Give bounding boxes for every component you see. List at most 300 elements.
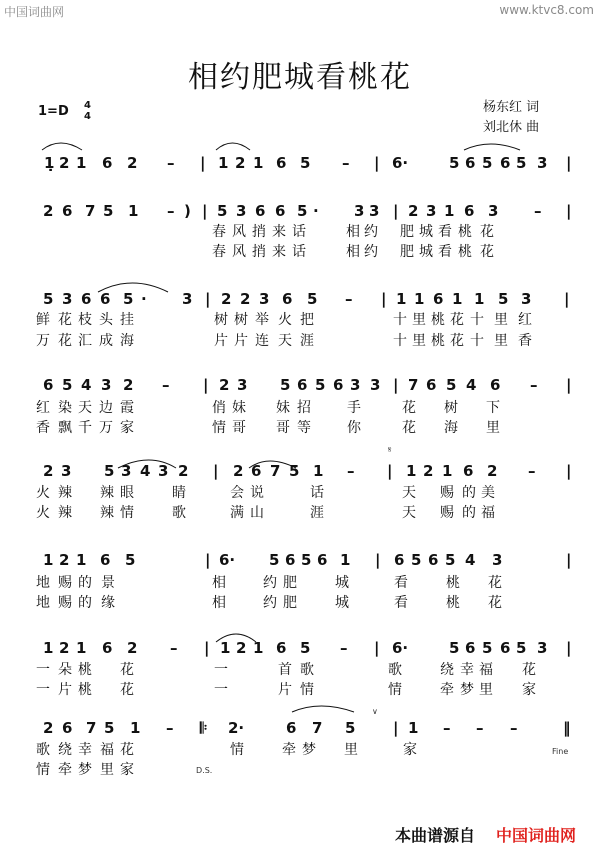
- lyric-verse-2: 话: [292, 244, 306, 260]
- note: |: [375, 551, 381, 569]
- lyric-verse-2: 的: [78, 595, 92, 611]
- note: 2: [43, 202, 54, 220]
- note: 1: [76, 154, 87, 172]
- lyric-verse-2: 家: [120, 420, 134, 436]
- lyric-verse-1: 下: [486, 400, 500, 416]
- lyric-verse-1: 春: [212, 224, 226, 240]
- note: 2: [423, 462, 434, 480]
- lyric-verse-1: 挂: [120, 312, 134, 328]
- note: ·: [141, 290, 147, 308]
- note: –: [340, 639, 348, 657]
- note: 3: [259, 290, 270, 308]
- lyric-verse-2: 情: [212, 420, 226, 436]
- note: 6: [394, 551, 405, 569]
- lyric-verse-2: 城: [419, 244, 433, 260]
- note: –: [170, 639, 178, 657]
- lyric-verse-1: 的: [78, 575, 92, 591]
- lyric-verse-1: 枝: [78, 312, 92, 328]
- note: 1: [76, 639, 87, 657]
- lyric-verse-1: 约: [263, 575, 277, 591]
- song-title: 相约肥城看桃花: [188, 60, 412, 95]
- lyric-verse-1: 鲜: [36, 312, 50, 328]
- note: 2: [408, 202, 419, 220]
- note: 2: [178, 462, 189, 480]
- note: 2: [127, 154, 138, 172]
- lyric-verse-1: 花: [522, 662, 536, 678]
- note: –: [528, 462, 536, 480]
- lyric-verse-2: 涯: [300, 333, 314, 349]
- lyric-verse-1: 辣: [58, 485, 72, 501]
- note: 1: [220, 639, 231, 657]
- note: –: [534, 202, 542, 220]
- lyric-verse-2: 火: [36, 505, 50, 521]
- lyric-verse-2: 相: [346, 244, 360, 260]
- note: –: [510, 719, 518, 737]
- slur-row1-c: [464, 144, 520, 150]
- lyric-verse-1: 招: [297, 400, 311, 416]
- note: 5: [125, 551, 136, 569]
- note: 2: [236, 639, 247, 657]
- lyric-verse-2: 缘: [101, 595, 115, 611]
- lyric-verse-2: 海: [120, 333, 134, 349]
- lyric-verse-2: 万: [36, 333, 50, 349]
- note: |: [566, 462, 572, 480]
- lyric-verse-2: 十: [393, 333, 407, 349]
- note: 5: [289, 462, 300, 480]
- lyric-verse-1: 福: [479, 662, 493, 678]
- slur-row8: [292, 706, 354, 712]
- note: 5: [217, 202, 228, 220]
- lyric-verse-1: 桃: [458, 224, 472, 240]
- note: 1: [43, 639, 54, 657]
- note: |: [393, 719, 399, 737]
- lyric-verse-1: 花: [402, 400, 416, 416]
- note: 6: [62, 202, 73, 220]
- lyric-verse-2: 桃: [458, 244, 472, 260]
- lyric-verse-2: 里: [412, 333, 426, 349]
- note: 2: [221, 290, 232, 308]
- note: 6: [465, 154, 476, 172]
- source-label: 本曲谱源自: [395, 826, 476, 845]
- note: 5: [280, 376, 291, 394]
- note: 5: [446, 376, 457, 394]
- lyric-verse-1: 花: [58, 312, 72, 328]
- lyric-verse-2: 风: [232, 244, 246, 260]
- note: |: [566, 639, 572, 657]
- note: 6·: [219, 551, 236, 569]
- note: 6: [500, 639, 511, 657]
- lyric-verse-1: 说: [250, 485, 264, 501]
- note: 1: [414, 290, 425, 308]
- note: |: [374, 639, 380, 657]
- note: |: [374, 154, 380, 172]
- lyric-verse-1: 红: [518, 312, 532, 328]
- lyric-verse-1: 绕: [440, 662, 454, 678]
- lyric-verse-2: 花: [488, 595, 502, 611]
- note: 5: [498, 290, 509, 308]
- source-brand-link[interactable]: 中国词曲网: [496, 826, 577, 845]
- lyric-verse-1: 霞: [120, 400, 134, 416]
- lyric-verse-1: 看: [438, 224, 452, 240]
- note: 2: [59, 154, 70, 172]
- lyric-verse-2: 海: [444, 420, 458, 436]
- note: 1: [313, 462, 324, 480]
- note: 6: [285, 551, 296, 569]
- lyric-verse-2: 香: [36, 420, 50, 436]
- note: |: [566, 376, 572, 394]
- lyric-verse-1: 绕: [58, 742, 72, 758]
- lyric-verse-1: 歌: [300, 662, 314, 678]
- note: 6·: [392, 154, 409, 172]
- note: 6: [276, 154, 287, 172]
- lyric-verse-1: 手: [347, 400, 361, 416]
- lyric-verse-1: 肥: [283, 575, 297, 591]
- lyric-verse-1: 一: [36, 662, 50, 678]
- lyric-verse-2: 香: [518, 333, 532, 349]
- lyric-verse-2: 片: [278, 682, 292, 698]
- note: 5: [449, 639, 460, 657]
- note: 1: [452, 290, 463, 308]
- lyric-verse-2: 山: [250, 505, 264, 521]
- note: 1: [408, 719, 419, 737]
- note: 2: [240, 290, 251, 308]
- lyric-verse-1: 福: [100, 742, 114, 758]
- lyric-verse-2: 里: [479, 682, 493, 698]
- note: 3: [537, 639, 548, 657]
- note: |: [200, 154, 206, 172]
- lyric-verse-2: 赐: [440, 505, 454, 521]
- note: 6: [317, 551, 328, 569]
- note: 6: [62, 719, 73, 737]
- time-signature-top: 4: [84, 100, 91, 111]
- lyric-verse-2: 肥: [400, 244, 414, 260]
- lyric-verse-1: 俏: [212, 400, 226, 416]
- note: 6: [286, 719, 297, 737]
- note: 4: [465, 551, 476, 569]
- note: 2: [235, 154, 246, 172]
- lyric-verse-1: 赐: [440, 485, 454, 501]
- note: 1: [218, 154, 229, 172]
- note: 3: [426, 202, 437, 220]
- lyric-verse-2: 捎: [252, 244, 266, 260]
- lyric-verse-1: 捎: [252, 224, 266, 240]
- lyric-verse-2: 花: [480, 244, 494, 260]
- lyric-verse-2: 牵: [440, 682, 454, 698]
- lyric-verse-1: 头: [99, 312, 113, 328]
- note: –: [443, 719, 451, 737]
- lyric-verse-2: 歌: [172, 505, 186, 521]
- lyric-verse-2: 飘: [58, 420, 72, 436]
- note: 6: [297, 376, 308, 394]
- note: 5: [315, 376, 326, 394]
- lyric-verse-1: 天: [78, 400, 92, 416]
- note: 2: [43, 719, 54, 737]
- note: 5: [445, 551, 456, 569]
- note: 1: [128, 202, 139, 220]
- lyric-verse-1: 花: [480, 224, 494, 240]
- site-watermark-right: www.ktvc8.com: [499, 3, 594, 17]
- lyric-verse-2: 辣: [58, 505, 72, 521]
- note: 6: [43, 376, 54, 394]
- note: 3: [492, 551, 503, 569]
- note: 5: [482, 154, 493, 172]
- note: 2: [233, 462, 244, 480]
- note: 5: [104, 462, 115, 480]
- note: 6: [255, 202, 266, 220]
- lyric-verse-2: 你: [347, 420, 361, 436]
- lyric-verse-2: 情: [388, 682, 402, 698]
- lyric-verse-2: 看: [394, 595, 408, 611]
- note: 7: [86, 719, 97, 737]
- note: 2: [123, 376, 134, 394]
- lyric-verse-1: 肥: [400, 224, 414, 240]
- lyric-verse-2: 里: [100, 762, 114, 778]
- note: 3: [237, 376, 248, 394]
- note: 6: [465, 639, 476, 657]
- lyric-verse-2: 来: [272, 244, 286, 260]
- note: 5: [482, 639, 493, 657]
- lyric-verse-1: 的: [462, 485, 476, 501]
- lyric-verse-1: 火: [278, 312, 292, 328]
- note: |: [566, 202, 572, 220]
- lyric-verse-2: 城: [335, 595, 349, 611]
- note: 6: [81, 290, 92, 308]
- note: 𝄆: [200, 719, 208, 737]
- note: 1: [444, 202, 455, 220]
- note: |: [203, 376, 209, 394]
- lyric-verse-1: 来: [272, 224, 286, 240]
- note: 5: [62, 376, 73, 394]
- lyric-verse-1: 辣: [100, 485, 114, 501]
- lyric-verse-2: 天: [402, 505, 416, 521]
- note: 6·: [392, 639, 409, 657]
- note: 6: [100, 551, 111, 569]
- lyric-verse-1: 牵: [282, 742, 296, 758]
- note: 5: [411, 551, 422, 569]
- lyric-verse-1: 红: [36, 400, 50, 416]
- note: 5: [104, 719, 115, 737]
- note: 5: [123, 290, 134, 308]
- lyric-verse-1: 会: [230, 485, 244, 501]
- note: 6: [500, 154, 511, 172]
- note: –: [162, 376, 170, 394]
- note: 3: [369, 202, 380, 220]
- lyric-verse-1: 妹: [232, 400, 246, 416]
- lyric-verse-2: 连: [255, 333, 269, 349]
- note: –: [167, 202, 175, 220]
- note: –: [347, 462, 355, 480]
- lyric-verse-2: 梦: [460, 682, 474, 698]
- lyric-verse-2: 福: [481, 505, 495, 521]
- note: 6: [490, 376, 501, 394]
- note: 3: [537, 154, 548, 172]
- lyric-verse-2: 家: [120, 762, 134, 778]
- note: 6: [464, 202, 475, 220]
- lyric-verse-1: 把: [300, 312, 314, 328]
- segno-mark: 𝄋: [388, 445, 392, 454]
- lyric-verse-2: 看: [438, 244, 452, 260]
- lyric-verse-2: 花: [120, 682, 134, 698]
- lyric-verse-2: 千: [78, 420, 92, 436]
- note: 1: [396, 290, 407, 308]
- note: 6: [428, 551, 439, 569]
- note: 3: [354, 202, 365, 220]
- note: 6: [426, 376, 437, 394]
- note: 6: [100, 290, 111, 308]
- lyric-verse-2: 片: [234, 333, 248, 349]
- note: ‖: [563, 719, 571, 737]
- note: |: [202, 202, 208, 220]
- note: 7: [85, 202, 96, 220]
- note: 3: [61, 462, 72, 480]
- lyric-verse-2: 情: [36, 762, 50, 778]
- slur-row1-a: [42, 143, 82, 150]
- lyric-verse-1: 家: [403, 742, 417, 758]
- lyric-verse-2: 地: [36, 595, 50, 611]
- note: 2: [127, 639, 138, 657]
- lyric-verse-1: 首: [278, 662, 292, 678]
- key-signature: 1=D: [38, 104, 69, 119]
- lyric-verse-1: 幸: [78, 742, 92, 758]
- note: –: [345, 290, 353, 308]
- lyric-verse-1: 相: [346, 224, 360, 240]
- lyric-verse-1: 睛: [172, 485, 186, 501]
- ds-mark: D.S.: [196, 766, 213, 775]
- lyric-verse-2: 涯: [310, 505, 324, 521]
- note: 5: [43, 290, 54, 308]
- lyric-verse-2: 成: [99, 333, 113, 349]
- note: –: [530, 376, 538, 394]
- slur-row1-b: [216, 143, 250, 150]
- lyric-verse-1: 里: [494, 312, 508, 328]
- note: –: [342, 154, 350, 172]
- lyric-verse-1: 十: [470, 312, 484, 328]
- note: –: [476, 719, 484, 737]
- lyric-verse-1: 赐: [58, 575, 72, 591]
- note: 5: [269, 551, 280, 569]
- note: 3: [121, 462, 132, 480]
- note: 1: [43, 551, 54, 569]
- lyric-verse-2: 花: [58, 333, 72, 349]
- lyric-verse-2: 片: [58, 682, 72, 698]
- lyric-verse-1: 景: [101, 575, 115, 591]
- lyric-verse-1: 梦: [302, 742, 316, 758]
- site-watermark-left: 中国词曲网: [4, 5, 65, 19]
- lyric-verse-1: 花: [120, 742, 134, 758]
- note: 4: [466, 376, 477, 394]
- note: –: [167, 154, 175, 172]
- lyric-verse-2: 约: [263, 595, 277, 611]
- note: 5: [300, 639, 311, 657]
- note: 1̣: [44, 154, 55, 172]
- note: 6: [102, 639, 113, 657]
- lyric-verse-2: 约: [364, 244, 378, 260]
- composer-credit: 刘北休 曲: [483, 120, 540, 135]
- lyric-verse-2: 里: [486, 420, 500, 436]
- note: 2: [59, 551, 70, 569]
- note: |: [204, 639, 210, 657]
- lyric-verse-2: 哥: [232, 420, 246, 436]
- lyric-verse-2: 情: [300, 682, 314, 698]
- lyric-verse-1: 里: [344, 742, 358, 758]
- lyric-verse-2: 赐: [58, 595, 72, 611]
- lyric-verse-2: 十: [470, 333, 484, 349]
- note: 5: [103, 202, 114, 220]
- note: 6: [102, 154, 113, 172]
- lyric-verse-1: 歌: [388, 662, 402, 678]
- note: 1: [340, 551, 351, 569]
- note: 2: [59, 639, 70, 657]
- lyric-verse-2: 一: [214, 682, 228, 698]
- note: 5: [300, 154, 311, 172]
- note: 6: [463, 462, 474, 480]
- lyric-verse-1: 风: [232, 224, 246, 240]
- lyric-verse-1: 约: [364, 224, 378, 240]
- note: |: [387, 462, 393, 480]
- lyricist-credit: 杨东红 词: [483, 100, 540, 115]
- note: 1: [474, 290, 485, 308]
- lyric-verse-1: 看: [394, 575, 408, 591]
- note: 1: [253, 639, 264, 657]
- lyric-verse-2: 桃: [446, 595, 460, 611]
- note: 1: [130, 719, 141, 737]
- lyric-verse-1: 染: [58, 400, 72, 416]
- note: 2·: [228, 719, 245, 737]
- note: |: [213, 462, 219, 480]
- lyric-verse-2: 相: [212, 595, 226, 611]
- lyric-verse-1: 桃: [446, 575, 460, 591]
- note: 5: [449, 154, 460, 172]
- lyric-verse-2: 梦: [78, 762, 92, 778]
- lyric-verse-2: 片: [214, 333, 228, 349]
- note: |: [393, 376, 399, 394]
- note: 6: [275, 202, 286, 220]
- note: |: [205, 551, 211, 569]
- note: 2: [487, 462, 498, 480]
- lyric-verse-2: 牵: [58, 762, 72, 778]
- lyric-verse-2: 等: [297, 420, 311, 436]
- lyric-verse-1: 花: [488, 575, 502, 591]
- note: 6: [433, 290, 444, 308]
- note: 6: [333, 376, 344, 394]
- note: 5: [516, 639, 527, 657]
- lyric-verse-1: 花: [450, 312, 464, 328]
- lyric-verse-1: 天: [402, 485, 416, 501]
- lyric-verse-2: 满: [230, 505, 244, 521]
- note: –: [166, 719, 174, 737]
- note: 5: [297, 202, 308, 220]
- note: 3: [488, 202, 499, 220]
- note: 5: [307, 290, 318, 308]
- lyric-verse-2: 辣: [100, 505, 114, 521]
- lyric-verse-1: 花: [120, 662, 134, 678]
- fine-mark: Fine: [552, 747, 569, 756]
- lyric-verse-2: 情: [120, 505, 134, 521]
- note: 1: [253, 154, 264, 172]
- lyric-verse-1: 举: [255, 312, 269, 328]
- note: 3: [158, 462, 169, 480]
- lyric-verse-1: 话: [292, 224, 306, 240]
- note: 4: [140, 462, 151, 480]
- lyric-verse-2: 花: [402, 420, 416, 436]
- note: |: [564, 290, 570, 308]
- note: 2: [43, 462, 54, 480]
- lyric-verse-1: 树: [444, 400, 458, 416]
- lyric-verse-1: 火: [36, 485, 50, 501]
- note: |: [566, 154, 572, 172]
- lyric-verse-1: 美: [481, 485, 495, 501]
- note: 3: [101, 376, 112, 394]
